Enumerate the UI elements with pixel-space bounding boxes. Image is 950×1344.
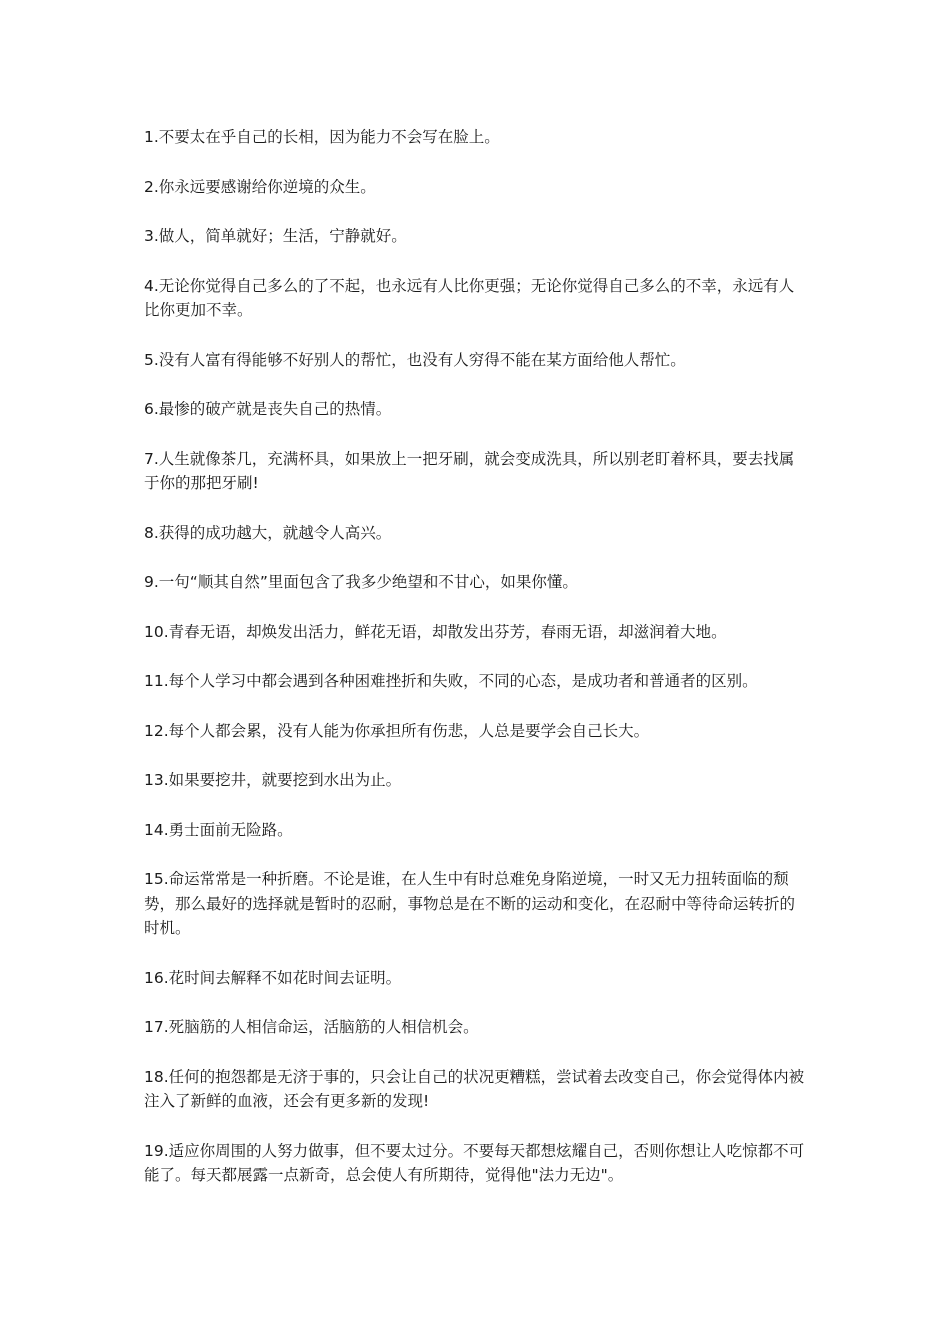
- quote-item-9: 9.一句“顺其自然”里面包含了我多少绝望和不甘心，如果你懂。: [144, 573, 578, 591]
- quote-item-4: 4.无论你觉得自己多么的了不起，也永远有人比你更强；无论你觉得自己多么的不幸，永远有人比你更加不幸。: [144, 276, 795, 319]
- quote-item-16: 16.花时间去解释不如花时间去证明。: [144, 968, 402, 987]
- quote-item-5: 5.没有人富有得能够不好别人的帮忙，也没有人穷得不能在某方面给他人帮忙。: [144, 350, 686, 369]
- document-body: [144, 125, 806, 1213]
- quote-item-7: 7.人生就像茶几，充满杯具，如果放上一把牙刷，就会变成洗具，所以别老盯着杯具，要去找属于你的那把牙刷!: [144, 449, 795, 492]
- quote-item-15: 15.命运常常是一种折磨。不论是谁，在人生中有时总难免身陷逆境，一时又无力扭转面临的颓势，那么最好的选择就是暂时的忍耐，事物总是在不断的运动和变化，在忍耐中等待命运转折的时机。: [144, 870, 796, 937]
- quote-item-8: 8.获得的成功越大，就越令人高兴。: [144, 523, 392, 542]
- quote-item-17: 17.死脑筋的人相信命运，活脑筋的人相信机会。: [144, 1018, 479, 1036]
- quote-item-11: 11.每个人学习中都会遇到各种困难挫折和失败，不同的心态，是成功者和普通者的区别。: [144, 672, 758, 690]
- quote-item-14: 14.勇士面前无险路。: [144, 820, 293, 839]
- quote-item-19: 19.适应你周围的人努力做事，但不要太过分。不要每天都想炫耀自己，否则你想让人吃惊都不可能了。每天都展露一点新奇，总会使人有所期待，觉得他"法力无边"。: [144, 1141, 805, 1184]
- quote-item-12: 12.每个人都会累，没有人能为你承担所有伤悲，人总是要学会自己长大。: [144, 721, 650, 740]
- quote-item-10: 10.青春无语，却焕发出活力，鲜花无语，却散发出芬芳，春雨无语，却滋润着大地。: [144, 622, 727, 641]
- quote-item-3: 3.做人，简单就好；生活，宁静就好。: [144, 227, 407, 245]
- quote-item-13: 13.如果要挖井，就要挖到水出为止。: [144, 771, 402, 789]
- quote-item-6: 6.最惨的破产就是丧失自己的热情。: [144, 400, 392, 418]
- quote-item-18: 18.任何的抱怨都是无济于事的，只会让自己的状况更糟糕，尝试着去改变自己，你会觉得体内被注入了新鲜的血液，还会有更多新的发现!: [144, 1067, 805, 1110]
- quote-item-1: 1.不要太在乎自己的长相，因为能力不会写在脸上。: [144, 128, 500, 146]
- quote-item-2: 2.你永远要感谢给你逆境的众生。: [144, 177, 376, 196]
